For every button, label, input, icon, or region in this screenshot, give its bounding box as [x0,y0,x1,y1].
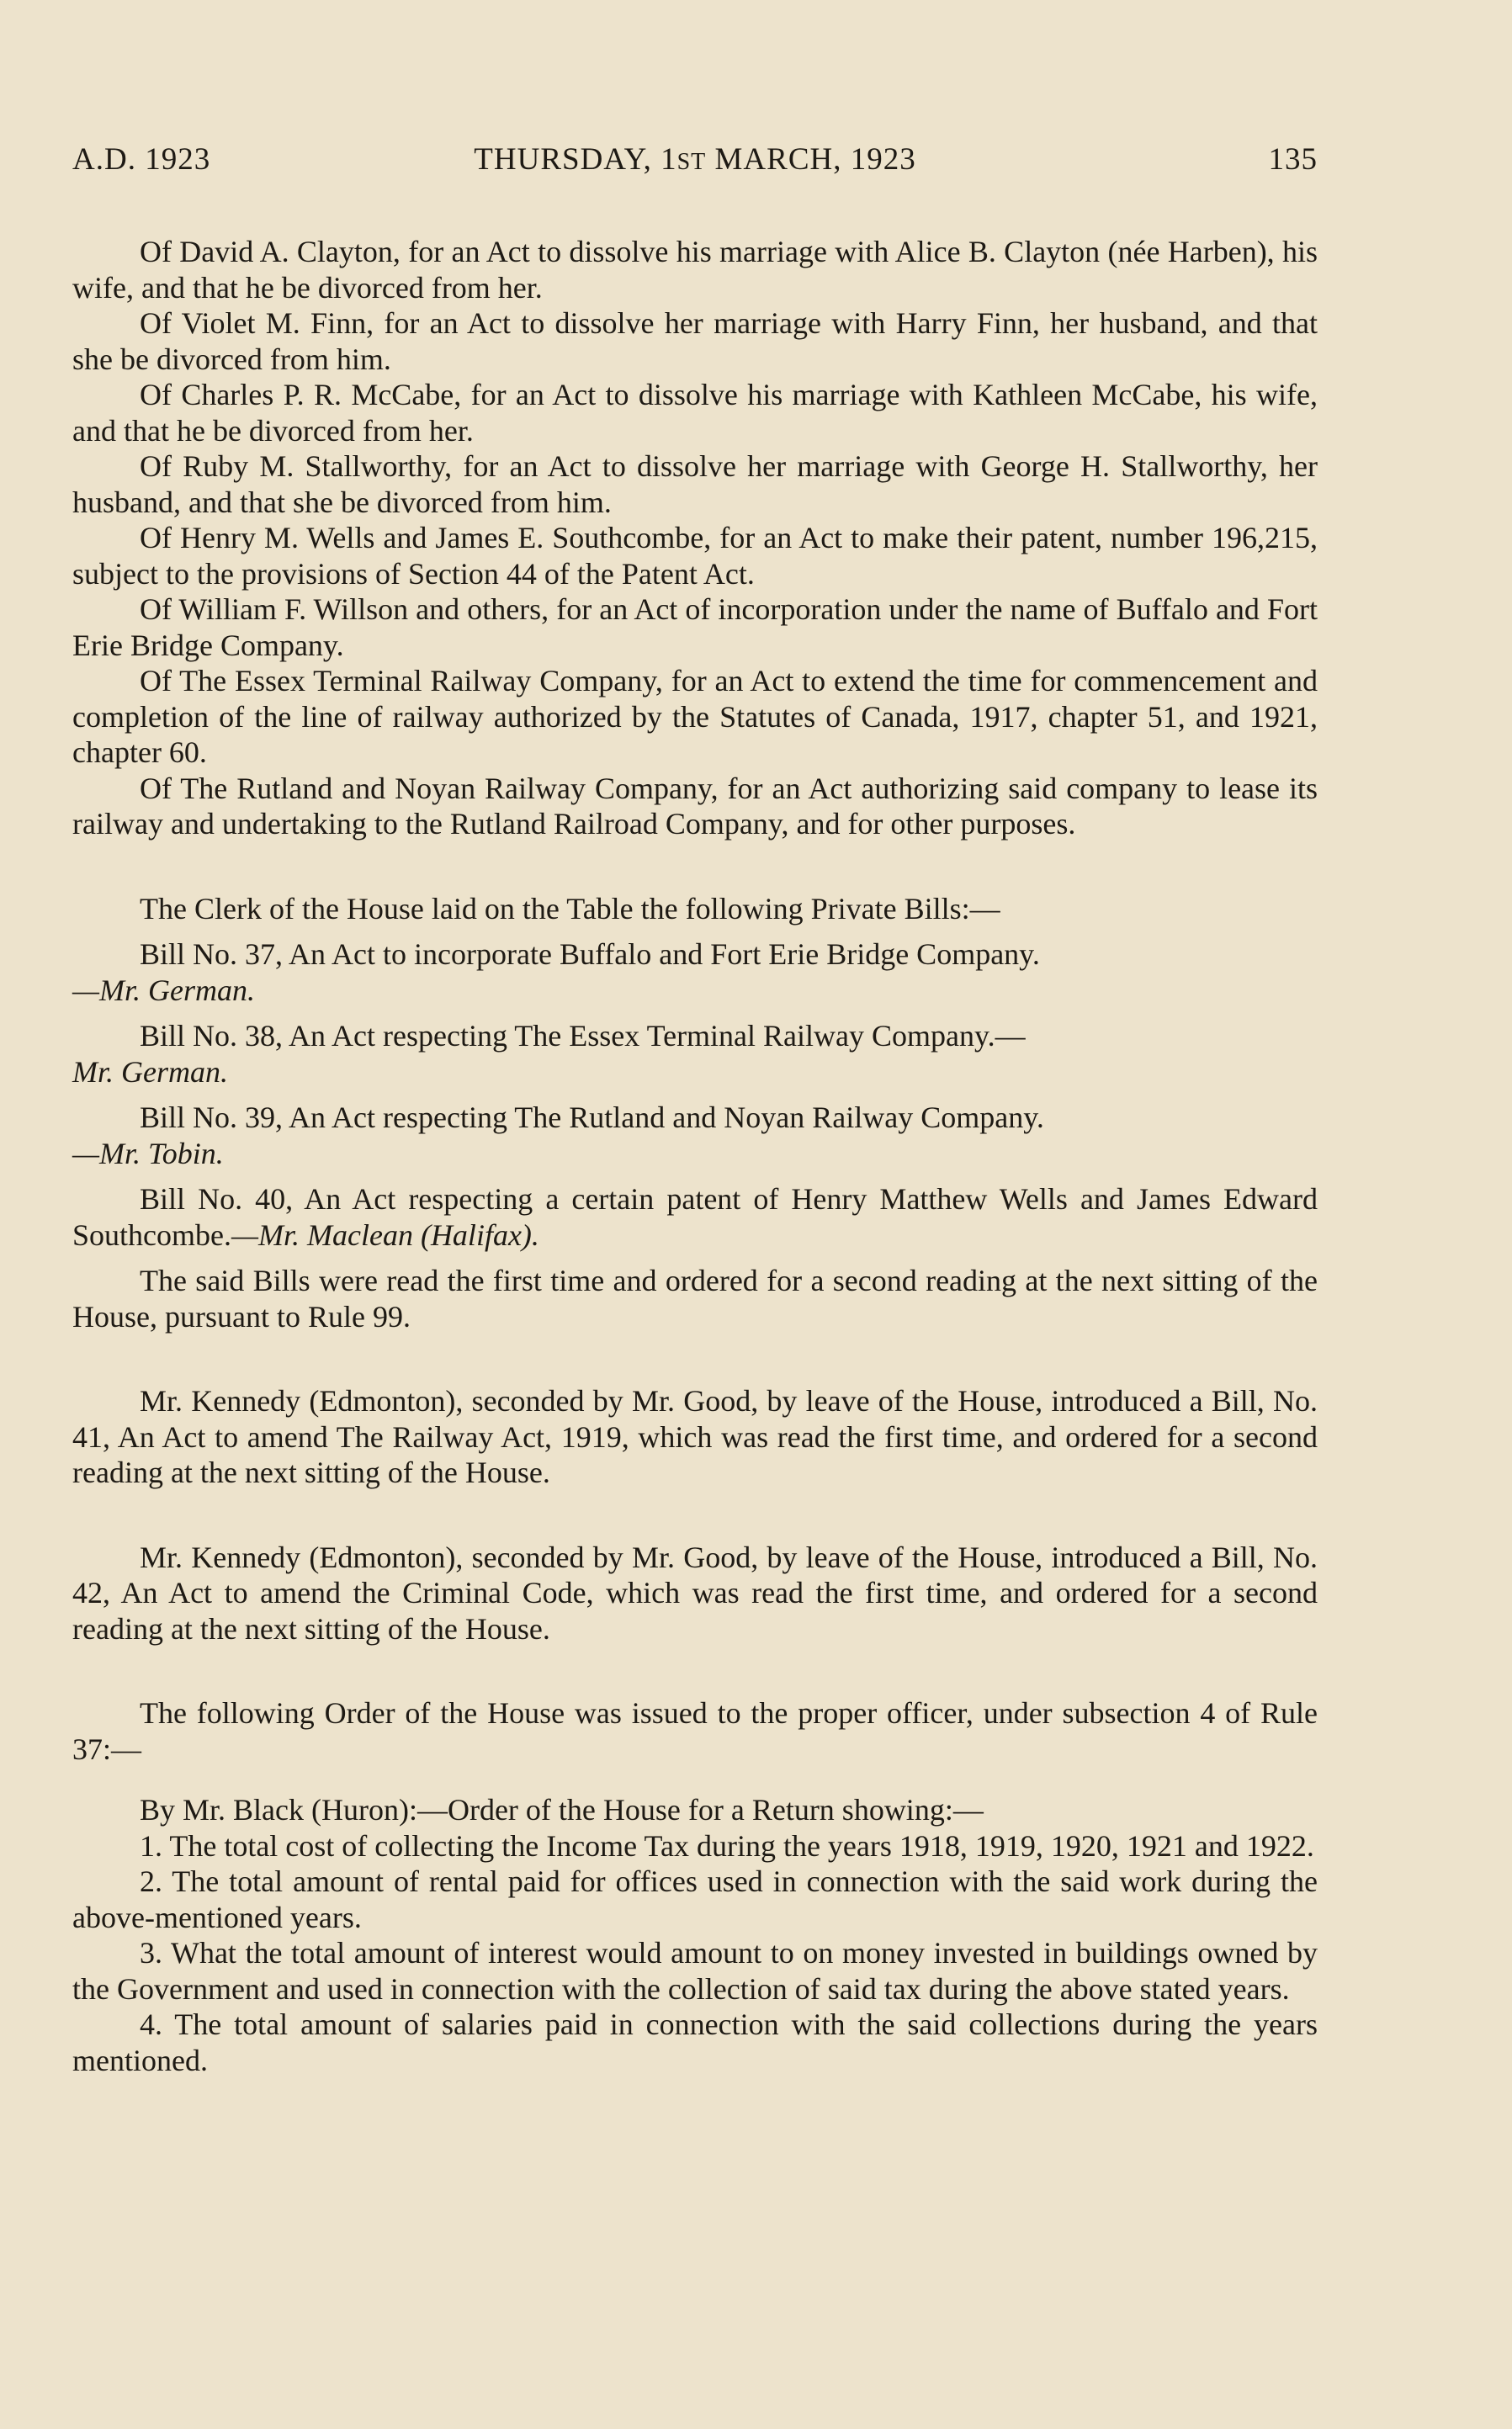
order-item: 1. The total cost of collecting the Income Tax during the years 1918, 1919, 1920, 1921 and 1922. [140,1828,1314,1863]
order-intro: The following Order of the House was issued to the proper officer, under subsection 4 of Rule 37:— [72,1696,1318,1766]
petition-paragraph: Of Violet M. Finn, for an Act to dissolve her marriage with Harry Finn, her husband, and that she be divorced from him. [72,306,1318,376]
order-heading: By Mr. Black (Huron):—Order of the House for a Return showing:— [140,1793,984,1827]
bill-mover: —Mr. Tobin. [72,1136,224,1170]
bill-paragraph: Bill No. 39, An Act respecting The Rutland and Noyan Railway Company. —Mr. Tobin. [72,1100,1044,1170]
bill-mover: —Mr. German. [72,973,256,1007]
order-item: 4. The total amount of salaries paid in connection with the said collections during the years mentioned. [72,2007,1318,2077]
bill-paragraph: Bill No. 37, An Act to incorporate Buffalo and Fort Erie Bridge Company. —Mr. German. [72,937,1040,1007]
header-year: A.D. 1923 [72,142,211,177]
order-item: 3. What the total amount of interest would amount to on money invested in buildings owned by the Government and used in connection with the collection of said tax during the above stated years. [72,1936,1318,2006]
bill-paragraph: Bill No. 40, An Act respecting a certain patent of Henry Matthew Wells and James Edward Southcombe.—Mr. Maclean (Halifax). [72,1182,1318,1252]
bill-paragraph: Bill No. 38, An Act respecting The Essex Terminal Railway Company.— Mr. German. [72,1019,1026,1089]
petition-paragraph: Of Charles P. R. McCabe, for an Act to dissolve his marriage with Kathleen McCabe, his wife, and that he be divorced from her. [72,378,1318,448]
bills-outcome: The said Bills were read the first time and ordered for a second reading at the next sitting of the House, pursuant to Rule 99. [72,1264,1318,1334]
petition-paragraph: Of William F. Willson and others, for an Act of incorporation under the name of Buffalo and Fort Erie Bridge Company. [72,592,1318,662]
motion-paragraph: Mr. Kennedy (Edmonton), seconded by Mr. Good, by leave of the House, introduced a Bill, No. 41, An Act to amend The Railway Act, 1919, which was read the first time, and ordered for a second reading at the next sitting of the House. [72,1384,1318,1489]
petition-paragraph: Of The Rutland and Noyan Railway Company, for an Act authorizing said company to lease its railway and undertaking to the Rutland Railroad Company, and for other purposes. [72,771,1318,841]
bill-mover: —Mr. Maclean (Halifax). [231,1217,539,1252]
order-item: 2. The total amount of rental paid for offices used in connection with the said work during the above-mentioned years. [72,1864,1318,1934]
running-header [72,141,1318,185]
petition-paragraph: Of Henry M. Wells and James E. Southcombe, for an Act to make their patent, number 196,215, subject to the provisions of Section 44 of the Patent Act. [72,521,1318,591]
private-bills-intro: The Clerk of the House laid on the Table the following Private Bills:— [140,891,1000,925]
bill-mover: Mr. German. [72,1054,228,1089]
petition-paragraph: Of David A. Clayton, for an Act to dissolve his marriage with Alice B. Clayton (née Harben), his wife, and that he be divorced from her. [72,235,1318,305]
page-body [72,234,1318,2078]
petition-paragraph: Of The Essex Terminal Railway Company, for an Act to extend the time for commencement and completion of the line of railway authorized by the Statutes of Canada, 1917, chapter 51, and 1921, chapter 60. [72,664,1318,769]
journal-page [72,141,1318,2078]
header-date: THURSDAY, 1ST MARCH, 1923 [474,142,916,177]
motion-paragraph: Mr. Kennedy (Edmonton), seconded by Mr. Good, by leave of the House, introduced a Bill, No. 42, An Act to amend the Criminal Code, which was read the first time, and ordered for a second reading at the next sitting of the House. [72,1540,1318,1646]
page-number: 135 [1268,142,1318,177]
petition-paragraph: Of Ruby M. Stallworthy, for an Act to dissolve her marriage with George H. Stallworthy, her husband, and that she be divorced from him. [72,449,1318,519]
